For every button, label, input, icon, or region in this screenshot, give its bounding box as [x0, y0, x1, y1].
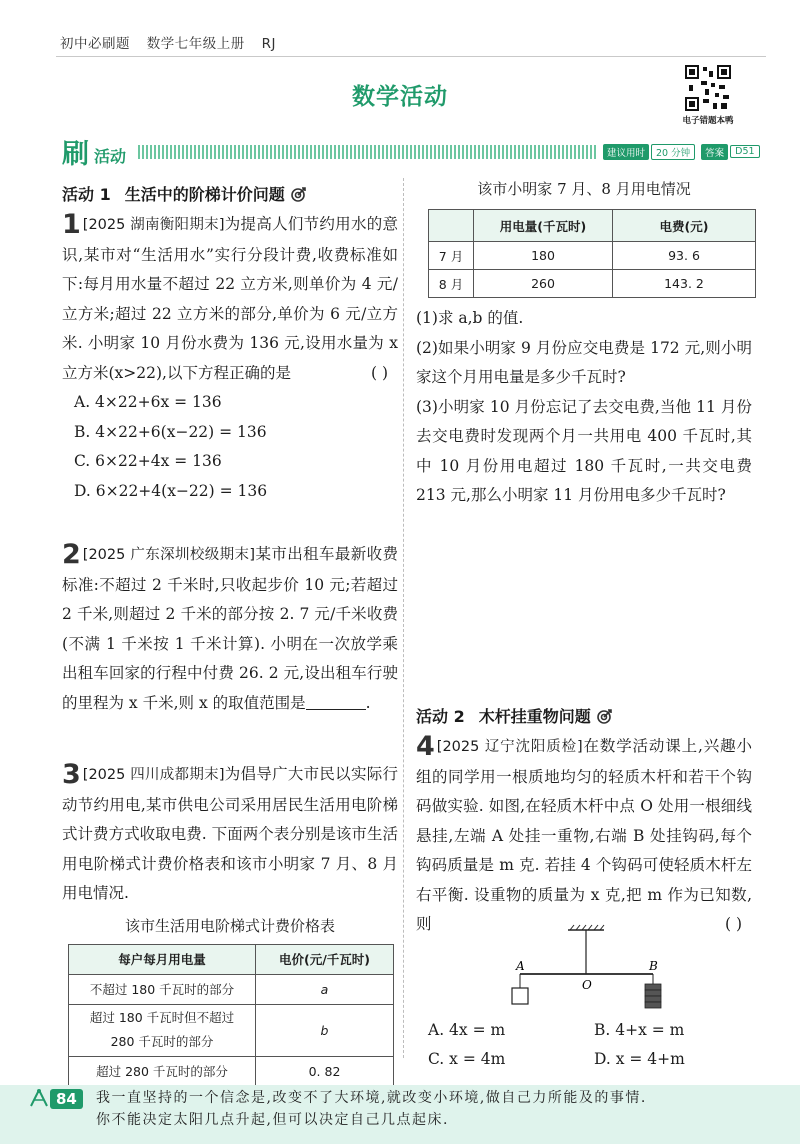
problem-4-stem: [416, 732, 752, 940]
problem-2-source: [2025 广东深圳校级期末]: [82, 547, 256, 563]
problem-3-question-2: (2)如果小明家 9 月份应交电费是 172 元,则小明家这个月用电量是多少千瓦时?: [416, 338, 752, 386]
problem-1-option-c[interactable]: C. 6×22+4x = 136: [74, 452, 222, 470]
table-cell: 超过 180 千瓦时但不超过 280 千瓦时的部分: [69, 1004, 256, 1056]
compass-icon: [28, 1088, 50, 1108]
hook-weights: [645, 984, 661, 1008]
label-o: O: [582, 978, 592, 992]
target-icon: [291, 186, 307, 202]
problem-4-option-b[interactable]: B. 4+x = m: [594, 1021, 685, 1039]
answer-label: 答案: [701, 144, 728, 160]
activity-1-heading: [62, 182, 398, 205]
price-table-header: 每户每月用电量: [69, 944, 256, 974]
table-cell: 0. 82: [256, 1056, 394, 1086]
table-cell: 不超过 180 千瓦时的部分: [69, 974, 256, 1004]
problem-4-text: 在数学活动课上,兴趣小组的同学用一根质地均匀的轻质木杆和若干个钩码做实验. 如图,在轻质木杆中点 O 处用一根细线悬挂,左端 A 处挂一重物,右端 B 处挂钩码,每个钩码质量是 m 克. 若挂 4 个钩码可使轻质木杆左右平衡. 设重物的质量为 x 克,把 m 作为已知数,则: [416, 737, 752, 933]
time-label: 建议用时: [603, 144, 649, 160]
table-row: [69, 1056, 394, 1086]
book-name: 初中必刷题: [60, 36, 130, 52]
problem-4-source: [2025 辽宁沈阳质检]: [436, 739, 583, 755]
edition-label: RJ: [261, 36, 276, 52]
usage-table-header: 用电量(千瓦时): [474, 210, 613, 242]
problem-2: [62, 540, 398, 718]
table-row: [69, 1004, 394, 1056]
column-divider: [403, 178, 404, 1058]
problem-1-stem: [62, 210, 398, 388]
time-value: 20 分钟: [651, 144, 695, 160]
table-row: [69, 974, 394, 1004]
problem-3-number: 3: [62, 759, 81, 790]
problem-1-number: 1: [62, 209, 81, 240]
page-title: 数学活动: [352, 84, 448, 110]
page-number: 84: [50, 1089, 83, 1109]
table-cell: b: [256, 1004, 394, 1056]
ceiling-hatch: [570, 925, 604, 930]
price-table: [68, 944, 394, 1087]
problem-3-question-3: (3)小明家 10 月份忘记了去交电费,当他 11 月份去交电费时发现两个月一共用电 400 千瓦时,其中 10 月份用电超过 180 千瓦时,一共交电费 213 元,那么小明家 11 月份用电多少千瓦时?: [416, 397, 752, 504]
problem-3-stem: [62, 760, 398, 909]
time-answer-box: [603, 144, 760, 159]
problem-4-number: 4: [416, 731, 435, 762]
problem-4: [416, 732, 752, 940]
label-b: B: [649, 959, 658, 973]
problem-1-source: [2025 湖南衡阳期末]: [82, 217, 225, 233]
price-table-header: 电价(元/千瓦时): [256, 944, 394, 974]
problem-1-option-d[interactable]: D. 6×22+4(x−22) = 136: [74, 481, 268, 500]
activity-1-title: 生活中的阶梯计价问题: [124, 185, 285, 204]
problem-1-answer-paren: ( ): [370, 363, 388, 382]
table-1-caption: 该市生活用电阶梯式计费价格表: [124, 916, 335, 935]
lever-figure: [496, 924, 676, 1014]
problem-3: [62, 760, 398, 1087]
table-cell: 180: [474, 242, 613, 270]
problem-4-option-c[interactable]: C. x = 4m: [428, 1050, 506, 1068]
table-cell: a: [256, 974, 394, 1004]
label-a: A: [516, 959, 525, 973]
qr-code-icon[interactable]: [683, 63, 733, 113]
problem-3-continued: [416, 178, 752, 511]
table-cell: 超过 280 千瓦时的部分: [69, 1056, 256, 1086]
problem-2-answer-blank[interactable]: [306, 691, 366, 710]
problem-4-option-d[interactable]: D. x = 4+m: [594, 1050, 685, 1068]
problem-2-number: 2: [62, 539, 81, 570]
usage-table: [428, 209, 756, 298]
weight-box: [512, 988, 528, 1004]
target-icon: [597, 708, 613, 724]
problem-3-text: 为倡导广大市民以实际行动节约用电,某市供电公司采用居民生活用电阶梯式计费方式收取电费. 下面两个表分别是该市生活用电阶梯式计费价格表和该市小明家 7 月、8 月用电情况.: [62, 765, 398, 902]
running-header: [60, 32, 288, 52]
answer-value: D51: [730, 145, 759, 158]
problem-1: [62, 210, 398, 506]
banner-stripe: [138, 145, 598, 159]
problem-1-option-b[interactable]: B. 4×22+6(x−22) = 136: [74, 422, 267, 441]
table-cell: 93. 6: [613, 242, 756, 270]
activity-1-label: 活动 1: [62, 185, 111, 204]
table-cell: 143. 2: [613, 270, 756, 298]
banner-activity-label: 活动: [94, 147, 127, 166]
table-2-caption: 该市小明家 7 月、8 月用电情况: [477, 180, 691, 198]
problem-2-tail: .: [365, 693, 371, 712]
table-row: [429, 242, 756, 270]
table-cell: 260: [474, 270, 613, 298]
activity-2-title: 木杆挂重物问题: [478, 707, 591, 726]
problem-4-option-a[interactable]: A. 4x = m: [428, 1021, 506, 1039]
banner-shua-label: 刷: [62, 139, 89, 170]
footer-quote-line-2: 你不能决定太阳几点升起,但可以决定自己几点起床.: [96, 1112, 449, 1128]
problem-2-text: 某市出租车最新收费标准:不超过 2 千米时,只收起步价 10 元;若超过 2 千米,则超过 2 千米的部分按 2. 7 元/千米收费(不满 1 千米按 1 千米计算). 小明在一次放学乘出租车回家的行程中付费 26. 2 元,设出租车行驶的里程为 x 千米,则 x 的取值范围是: [62, 545, 398, 712]
usage-table-header: 电费(元): [613, 210, 756, 242]
problem-3-question-1: (1)求 a,b 的值.: [416, 309, 524, 327]
subject-name: 数学七年级上册: [146, 36, 245, 52]
footer-quote-line-1: 我一直坚持的一个信念是,改变不了大环境,就改变小环境,做自己力所能及的事情.: [96, 1090, 647, 1106]
problem-2-stem: [62, 540, 398, 718]
qr-caption: 电子错题本鸭: [682, 116, 734, 126]
footer-quote: [96, 1087, 776, 1131]
activity-2-heading: [416, 704, 752, 727]
problem-1-option-a[interactable]: A. 4×22+6x = 136: [74, 393, 222, 411]
problem-4-answer-paren: ( ): [724, 915, 742, 933]
header-rule: [56, 56, 766, 57]
table-cell: 8 月: [429, 270, 474, 298]
table-row: [429, 270, 756, 298]
activity-2-label: 活动 2: [416, 707, 465, 726]
table-cell: 7 月: [429, 242, 474, 270]
problem-1-text: 为提高人们节约用水的意识,某市对“生活用水”实行分段计费,收费标准如下:每月用水量不超过 22 立方米,则单价为 4 元/立方米;超过 22 立方米的部分,单价为 6 元/立方米. 小明家 10 月份水费为 136 元,设用水量为 x 立方米(x>22),以下方程正确的是: [62, 215, 398, 382]
usage-table-header: [429, 210, 474, 242]
problem-3-source: [2025 四川成都期末]: [82, 767, 225, 783]
